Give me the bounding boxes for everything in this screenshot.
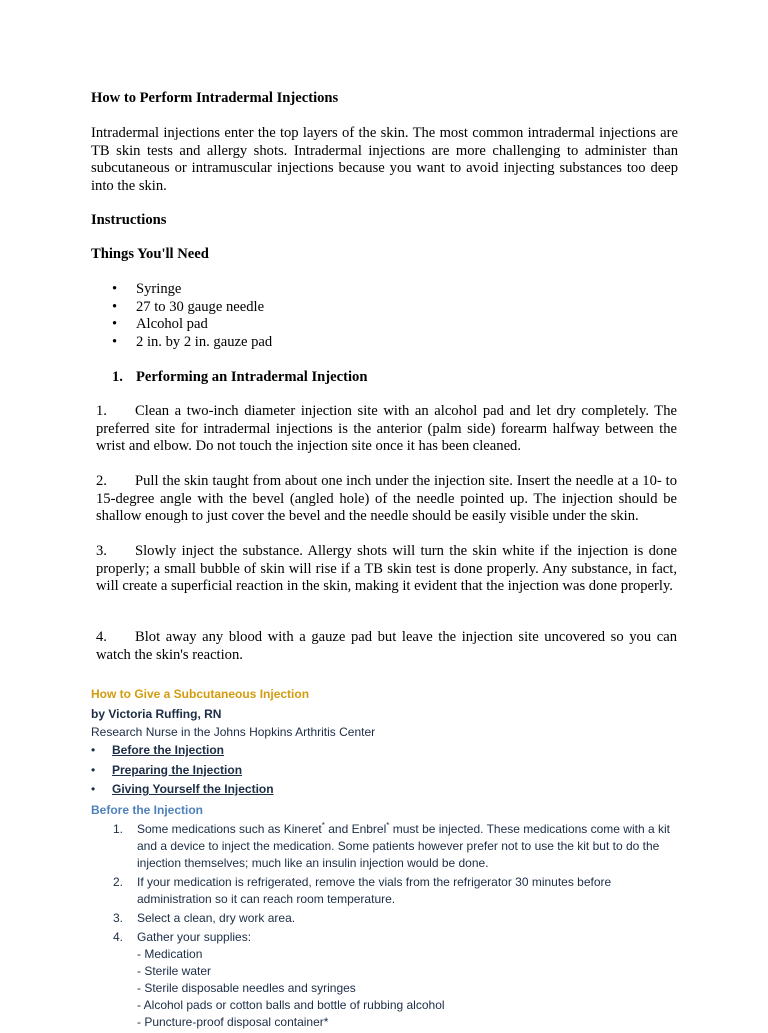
things-needed-heading: Things You'll Need — [91, 246, 209, 262]
list-item — [113, 874, 678, 908]
link-preparing-injection[interactable]: Preparing the Injection — [112, 762, 243, 777]
section-number: 1. — [112, 369, 123, 385]
step-text: Select a clean, dry work area. — [137, 911, 296, 925]
step-text: Blot away any blood with a gauze pad but leave the injection site uncovered so you can watch the skin's reaction. — [96, 629, 677, 663]
section-links — [91, 742, 274, 801]
step-paragraph — [96, 473, 677, 526]
author-role: Research Nurse in the Johns Hopkins Arthritis Center — [91, 725, 376, 739]
link-before-injection[interactable]: Before the Injection — [112, 743, 225, 757]
section-heading — [112, 369, 367, 387]
list-item — [113, 910, 678, 927]
list-item — [91, 781, 274, 801]
list-item: • 2 in. by 2 in. gauze pad — [112, 334, 272, 352]
section-title: Performing an Intradermal Injection — [136, 369, 368, 385]
list-item — [91, 742, 274, 762]
step-text: Clean a two-inch diameter injection site with an alcohol pad and let dry completely. The preferred site for intradermal injections is the anterior (palm side) forearm halfway between the wrist and elbow. Do not touch the injection site once it has been cleaned. — [96, 403, 677, 454]
step-text: Gather your supplies: — [137, 930, 252, 944]
step-number: 1. — [113, 822, 124, 836]
step-number: 1. — [96, 403, 107, 419]
step-paragraph — [96, 403, 677, 456]
list-item: • Syringe — [112, 281, 272, 299]
step-number: 3. — [113, 911, 124, 925]
things-needed-list — [112, 281, 272, 351]
list-item — [113, 929, 678, 1031]
step-number: 4. — [113, 930, 124, 944]
list-item — [91, 762, 274, 782]
intro-paragraph: Intradermal injections enter the top layers of the skin. The most common intradermal injections are TB skin tests and allergy shots. Intradermal injections are more challenging to administer than subcutaneous or intramuscular injections because you want to avoid injecting substances too deep into the skin. — [91, 125, 678, 194]
step-number: 2. — [113, 875, 124, 889]
author-byline: by Victoria Ruffing, RN — [91, 707, 222, 721]
before-injection-steps — [113, 821, 678, 1033]
step-text-b: and Enbrel — [324, 822, 387, 836]
asterisk: * — [321, 821, 325, 830]
link-giving-injection[interactable]: Giving Yourself the Injection — [112, 782, 274, 796]
step-text: Slowly inject the substance. Allergy shots will turn the skin white if the injection is done properly; a small bubble of skin will rise if a TB skin test is done properly. Any substance, in fact, will create a superficial reaction in the skin, making it evident that the injection was done properly. — [96, 543, 677, 594]
supply-item: - Alcohol pads or cotton balls and bottle of rubbing alcohol — [137, 998, 445, 1012]
list-item: • Alcohol pad — [112, 316, 272, 334]
step-text-c: must be injected. These medications come with a kit and a device to inject the medication. Some patients however prefer not to use the kit but to do the injection themselves; much like an insulin injection would be done. — [137, 822, 670, 870]
subq-title: How to Give a Subcutaneous Injection — [91, 687, 310, 701]
instructions-heading: Instructions — [91, 212, 167, 228]
supply-item: - Sterile disposable needles and syringes — [137, 981, 356, 995]
before-injection-heading: Before the Injection — [91, 803, 204, 817]
list-item — [113, 821, 678, 872]
step-number: 2. — [96, 473, 107, 489]
supply-item: - Puncture-proof disposal container* — [137, 1015, 329, 1029]
step-text: If your medication is refrigerated, remove the vials from the refrigerator 30 minutes before administration so it can reach room temperature. — [137, 875, 612, 906]
supply-item: - Medication — [137, 947, 203, 961]
step-paragraph — [96, 543, 677, 596]
step-number: 4. — [96, 629, 107, 645]
step-paragraph — [96, 629, 677, 664]
step-text-a: Some medications such as Kineret — [137, 822, 322, 836]
supply-item: - Sterile water — [137, 964, 212, 978]
step-number: 3. — [96, 543, 107, 559]
step-text: Pull the skin taught from about one inch under the injection site. Insert the needle at a 10- to 15-degree angle with the bevel (angled hole) of the needle pointed up. The injection should be shallow enough to just cover the bevel and the needle should be easily visible under the skin. — [96, 473, 677, 524]
list-item: • 27 to 30 gauge needle — [112, 299, 272, 317]
asterisk: * — [386, 821, 390, 830]
page-title: How to Perform Intradermal Injections — [91, 90, 339, 106]
